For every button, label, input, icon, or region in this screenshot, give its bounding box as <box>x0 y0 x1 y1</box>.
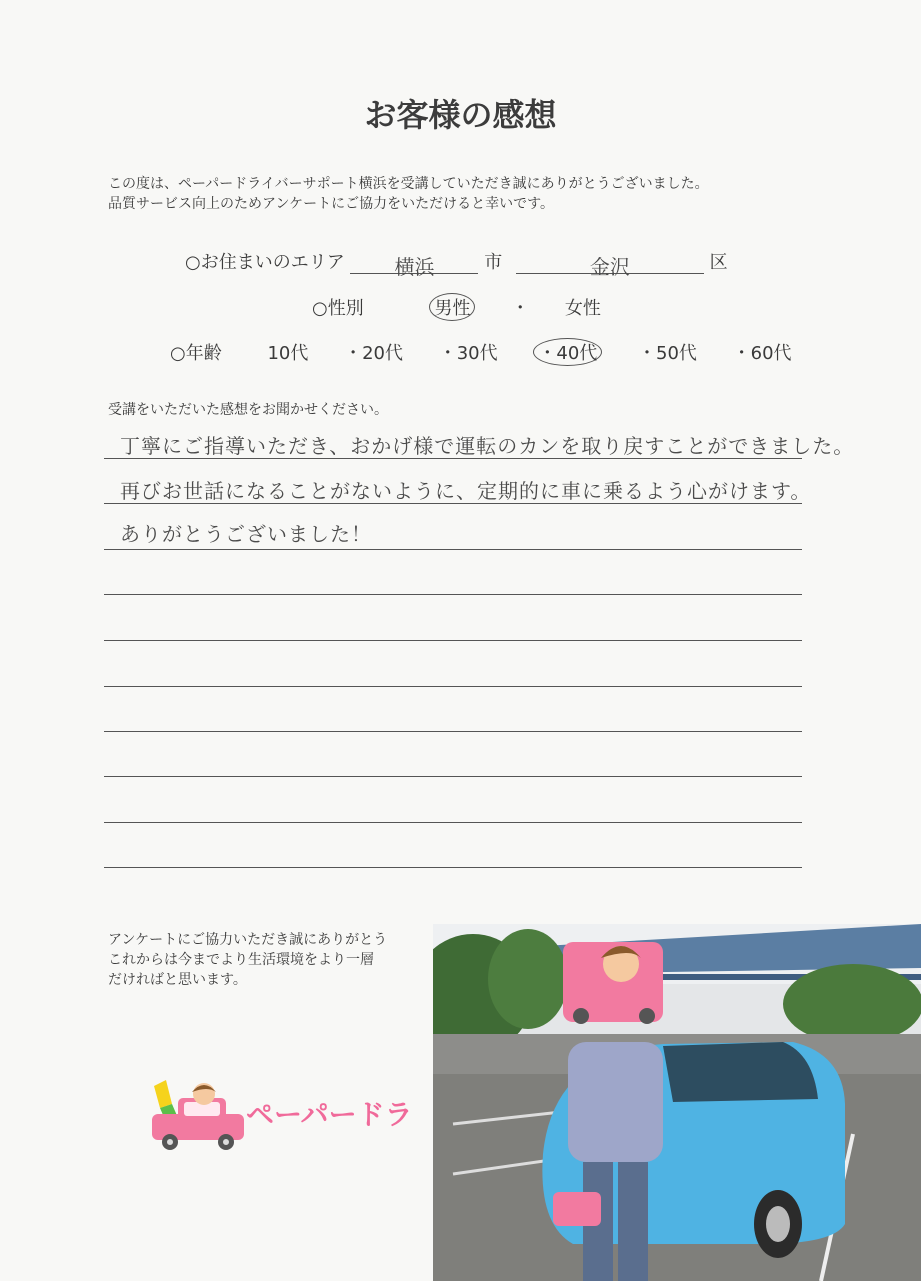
age-option-50s[interactable]: ・50代 <box>638 343 697 364</box>
gender-male-option[interactable]: 男性 <box>429 293 475 321</box>
impressions-label: 受講をいただいた感想をお聞かせください。 <box>108 402 388 418</box>
answer-line <box>104 731 802 732</box>
car-logo-icon <box>148 1078 248 1153</box>
brand-logo-text: ペーパードラ <box>246 1098 413 1131</box>
answer-line <box>104 867 802 868</box>
age-option-20s[interactable]: ・20代 <box>344 343 403 364</box>
answer-line <box>104 640 802 641</box>
thanks-text: アンケートにご協力いただき誠にありがとう これからは今までより生活環境をより一層 だければと思います。 <box>108 932 388 988</box>
city-field[interactable]: 横浜 <box>350 251 478 274</box>
gender-female-option[interactable]: 女性 <box>564 298 601 319</box>
age-row <box>170 338 792 366</box>
answer-line <box>104 776 802 777</box>
gender-row <box>312 293 601 321</box>
handwritten-line-2: 再びお世話になることがないように、定期的に車に乗るよう心がけます。 <box>120 479 812 503</box>
answer-line <box>104 594 802 595</box>
area-row <box>185 248 728 279</box>
age-option-10s[interactable]: 10代 <box>267 343 309 364</box>
intro-text: この度は、ペーパードライバーサポート横浜を受講していただき誠にありがとうございました。 品質サービス向上のためアンケートにご協力をいただけると幸いです。 <box>108 176 709 212</box>
age-option-40s[interactable]: ・40代 <box>533 338 602 366</box>
handwritten-line-1: 丁寧にご指導いただき、おかげ様で運転のカンを取り戻すことができました。 <box>120 434 855 458</box>
answer-line <box>104 822 802 823</box>
answer-line <box>104 549 802 550</box>
page-title: お客様の感想 <box>364 96 557 134</box>
gender-separator: ・ <box>511 298 530 319</box>
answer-line <box>104 686 802 687</box>
ward-suffix: 区 <box>709 252 728 273</box>
answer-line <box>104 458 802 459</box>
handwritten-line-3: ありがとうございました！ <box>120 522 372 546</box>
area-label: ○お住まいのエリア <box>185 252 345 273</box>
answer-line <box>104 503 802 504</box>
age-option-60s[interactable]: ・60代 <box>732 343 792 364</box>
ward-field[interactable]: 金沢 <box>516 251 704 274</box>
city-suffix: 市 <box>484 252 503 273</box>
age-label: ○年齢 <box>170 343 222 364</box>
customer-photo <box>433 924 921 1281</box>
gender-label: ○性別 <box>312 298 364 319</box>
age-option-30s[interactable]: ・30代 <box>438 343 498 364</box>
